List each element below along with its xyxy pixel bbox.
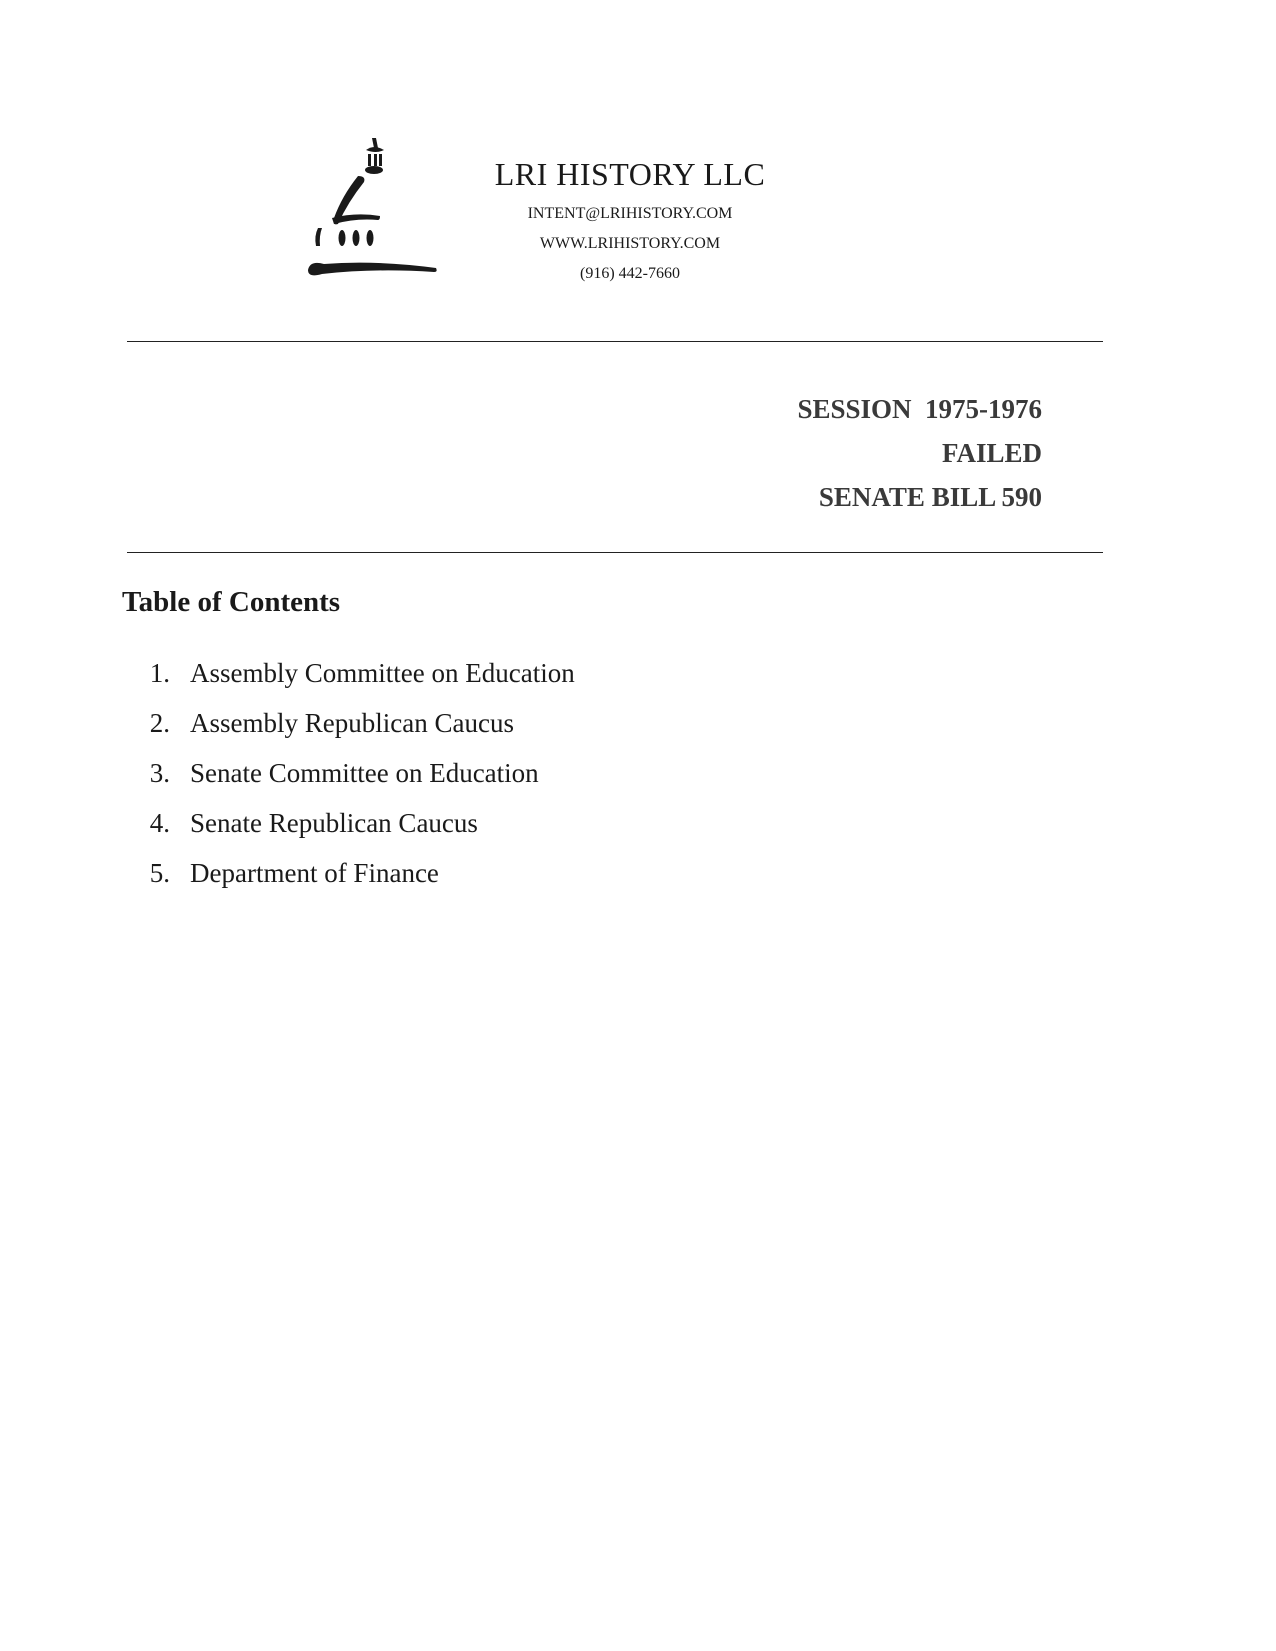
status-label: FAILED xyxy=(941,438,1042,468)
toc-item-label: Assembly Committee on Education xyxy=(190,658,575,688)
bill-number: SENATE BILL 590 xyxy=(818,482,1042,512)
toc-item[interactable] xyxy=(122,698,575,748)
toc-item-label: Senate Committee on Education xyxy=(190,758,539,788)
company-name: LRI HISTORY LLC xyxy=(494,156,766,192)
top-divider xyxy=(127,341,1103,342)
toc-title: Table of Contents xyxy=(122,586,341,618)
toc-item-number: 2. xyxy=(149,708,170,738)
toc-item-label: Senate Republican Caucus xyxy=(190,808,478,838)
company-website: WWW.LRIHISTORY.COM xyxy=(539,235,721,252)
toc-item[interactable] xyxy=(122,748,575,798)
session-label: SESSION 1975-1976 xyxy=(797,394,1042,424)
toc-item-label: Assembly Republican Caucus xyxy=(190,708,514,738)
toc-item-number: 4. xyxy=(149,808,170,838)
company-email: INTENT@LRIHISTORY.COM xyxy=(527,205,733,222)
toc-item[interactable] xyxy=(122,648,575,698)
toc-list xyxy=(122,648,575,898)
toc-item-number: 3. xyxy=(149,758,170,788)
toc-item-number: 1. xyxy=(149,658,170,688)
toc-item-number: 5. xyxy=(149,858,170,888)
toc-item[interactable] xyxy=(122,848,575,898)
bill-info xyxy=(797,387,1042,519)
company-info xyxy=(420,158,840,282)
toc-item[interactable] xyxy=(122,798,575,848)
toc-item-label: Department of Finance xyxy=(190,858,439,888)
bottom-divider xyxy=(127,552,1103,553)
company-phone: (916) 442-7660 xyxy=(580,265,680,282)
